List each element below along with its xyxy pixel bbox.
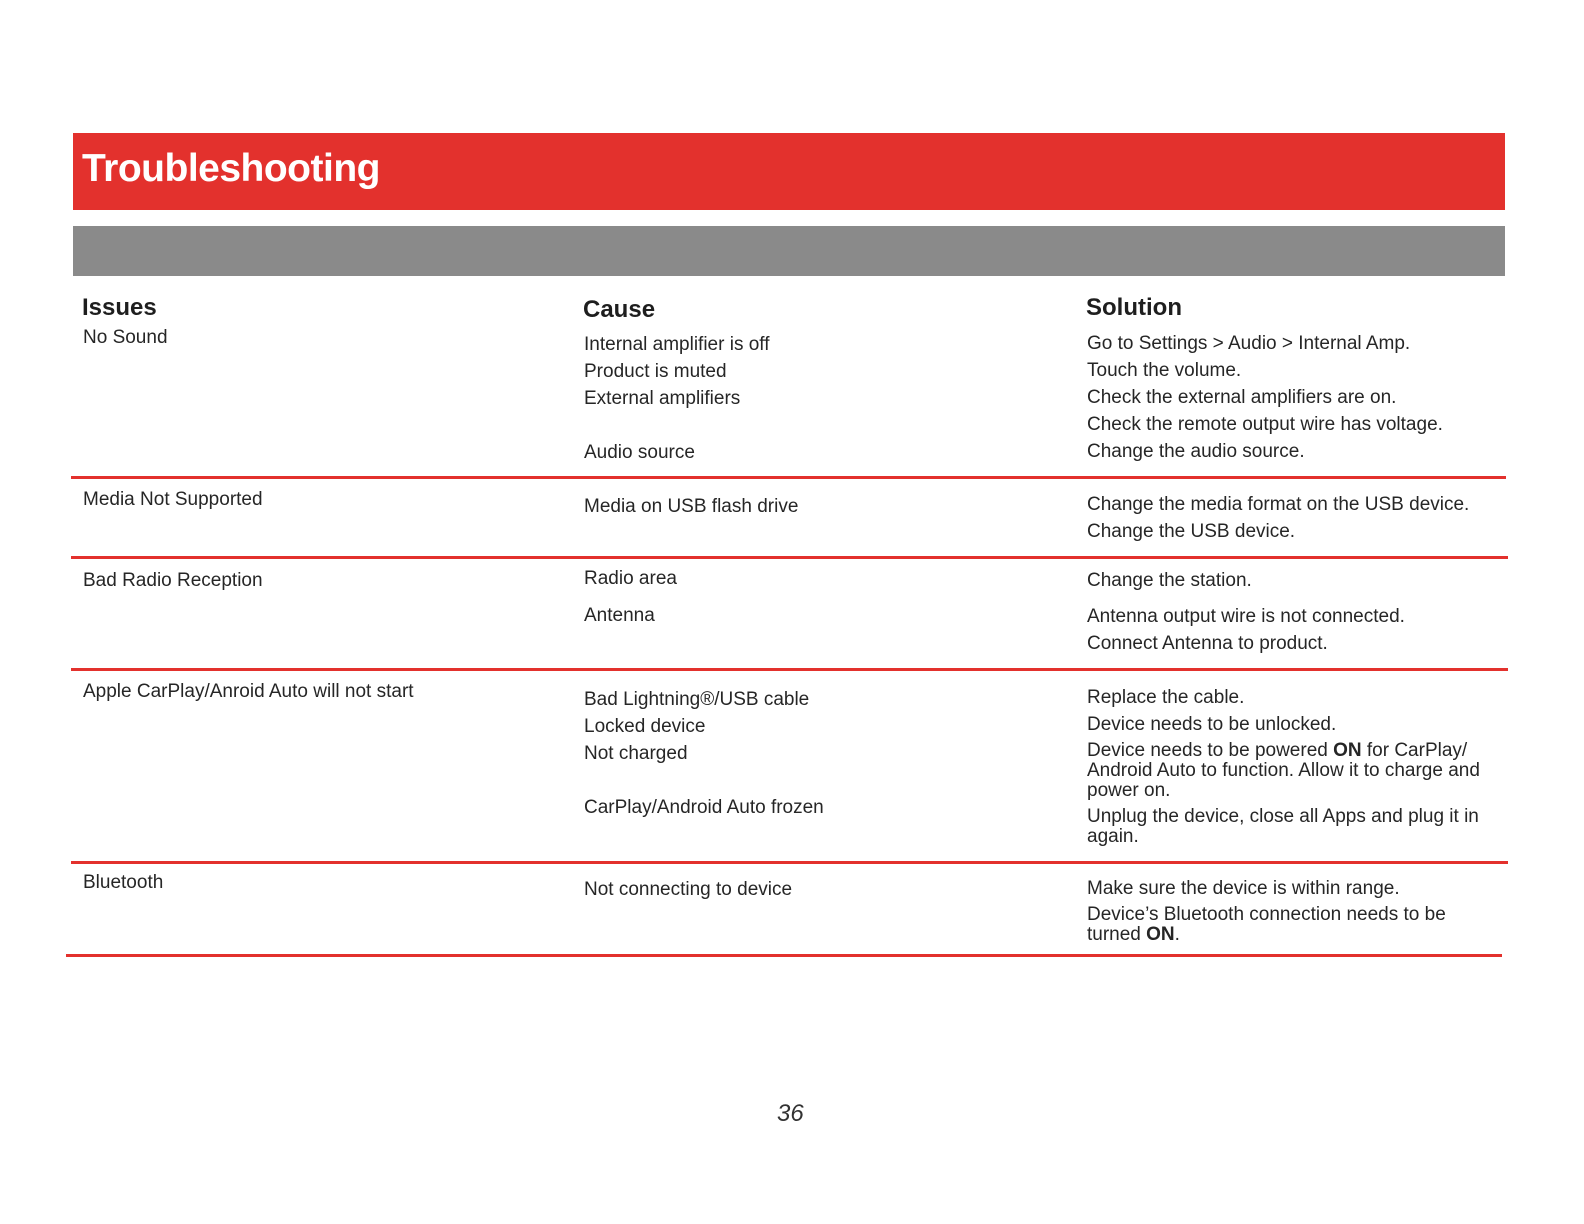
- page-title: Troubleshooting: [82, 147, 380, 190]
- issue-bluetooth: Bluetooth: [83, 872, 164, 893]
- page-number: 36: [777, 1100, 804, 1127]
- cause-header: Cause: [583, 296, 656, 323]
- header-band: [73, 226, 1505, 276]
- issues-header: Issues: [82, 294, 157, 321]
- cause-cell: Not connecting to device: [584, 879, 793, 900]
- cause-cell: Audio source: [584, 442, 695, 463]
- solution-cell: Check the remote output wire has voltage.: [1087, 414, 1443, 435]
- solution-cell: Change the USB device.: [1087, 521, 1296, 542]
- cause-cell: Internal amplifier is off: [584, 334, 770, 355]
- solution-cell: Make sure the device is within range.: [1087, 878, 1400, 899]
- title-banner: [73, 133, 1505, 210]
- solution-header: Solution: [1086, 294, 1182, 321]
- issue-bad-radio-reception: Bad Radio Reception: [83, 570, 263, 591]
- cause-cell: Locked device: [584, 716, 706, 737]
- cause-cell: Not charged: [584, 743, 688, 764]
- solution-cell: Replace the cable.: [1087, 687, 1245, 708]
- solution-cell: Go to Settings > Audio > Internal Amp.: [1087, 333, 1411, 354]
- cause-cell: Radio area: [584, 568, 677, 589]
- issue-carplay-android-auto: Apple CarPlay/Anroid Auto will not start: [83, 681, 414, 702]
- row-divider: [71, 556, 1508, 559]
- solution-cell: Connect Antenna to product.: [1087, 633, 1328, 654]
- solution-cell: Change the media format on the USB device.: [1087, 494, 1470, 515]
- solution-cell: Unplug the device, close all Apps and plug it in again.: [1087, 806, 1479, 847]
- cause-cell: Bad Lightning®/USB cable: [584, 689, 810, 710]
- solution-cell: Check the external amplifiers are on.: [1087, 387, 1397, 408]
- cause-cell: External amplifiers: [584, 388, 741, 409]
- issue-no-sound: No Sound: [83, 327, 168, 348]
- solution-cell: Change the station.: [1087, 570, 1252, 591]
- cause-cell: Product is muted: [584, 361, 727, 382]
- solution-cell: Touch the volume.: [1087, 360, 1242, 381]
- row-divider: [66, 954, 1502, 957]
- solution-cell: Device needs to be powered ON for CarPlay/ Android Auto to function. Allow it to charge and power on.: [1087, 740, 1480, 801]
- cause-cell: Antenna: [584, 605, 655, 626]
- cause-cell: Media on USB flash drive: [584, 496, 799, 517]
- solution-cell: Antenna output wire is not connected.: [1087, 606, 1405, 627]
- solution-cell: Device’s Bluetooth connection needs to be turned ON.: [1087, 904, 1446, 945]
- solution-cell: Change the audio source.: [1087, 441, 1305, 462]
- row-divider: [71, 861, 1508, 864]
- row-divider: [71, 476, 1506, 479]
- row-divider: [71, 668, 1508, 671]
- emphasis-on: ON: [1333, 740, 1362, 761]
- issue-media-not-supported: Media Not Supported: [83, 489, 263, 510]
- solution-cell: Device needs to be unlocked.: [1087, 714, 1337, 735]
- emphasis-on: ON: [1146, 924, 1175, 945]
- cause-cell: CarPlay/Android Auto frozen: [584, 797, 824, 818]
